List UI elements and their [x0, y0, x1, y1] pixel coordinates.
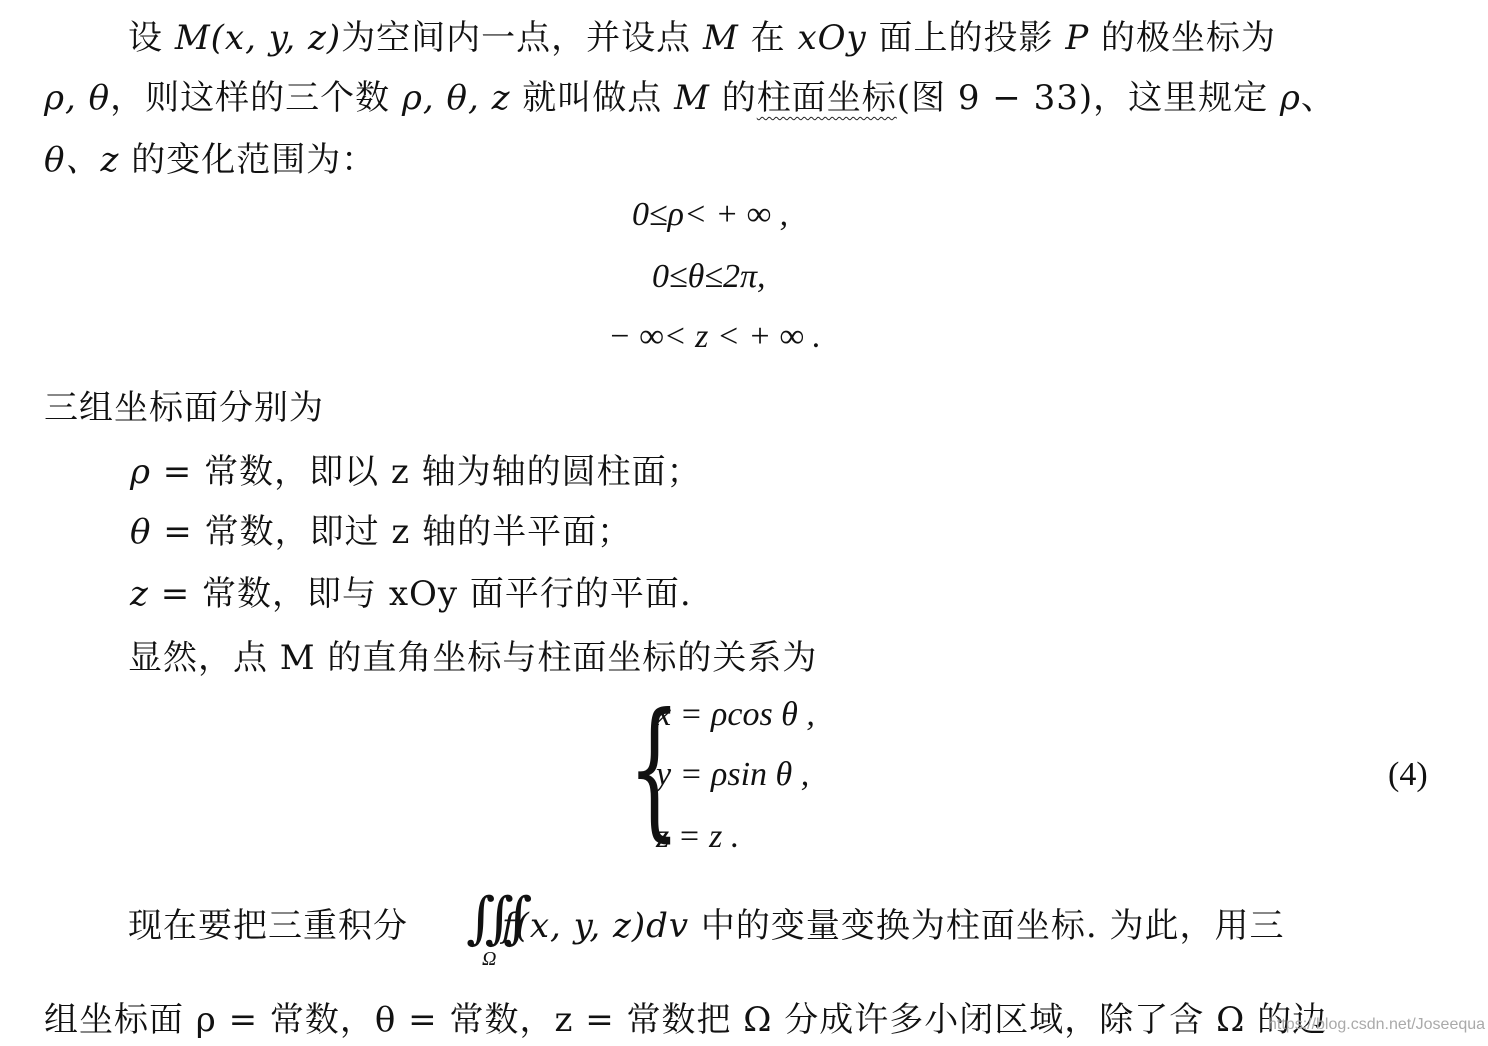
equation-z: z = z .	[656, 818, 740, 855]
text: 就叫做点	[510, 78, 675, 118]
term-cylindrical-coordinates: 柱面坐标	[756, 78, 897, 118]
text: = 常数，即与 xOy 面平行的平面.	[148, 574, 692, 614]
equation-y: y = ρsin θ ,	[656, 756, 810, 793]
var-p: P	[1065, 18, 1090, 58]
text: 、	[1300, 78, 1336, 118]
var-m: M	[174, 18, 211, 58]
var-theta: θ	[130, 512, 152, 552]
relation-text: 显然，点 M 的直角坐标与柱面坐标的关系为	[128, 638, 818, 678]
surface-rho	[130, 444, 702, 493]
paragraph1-line3	[44, 132, 376, 181]
paragraph2-line2: 组坐标面 ρ = 常数，θ = 常数，z = 常数把 Ω 分成许多小闭区域，除了含 Ω 的边	[44, 1000, 1328, 1040]
left-brace: {	[628, 682, 681, 856]
paragraph1-line2	[44, 70, 1336, 119]
coords: (x, y, z)	[210, 18, 342, 58]
integral-domain: Ω	[482, 948, 497, 970]
paragraph1-line1	[128, 10, 1276, 59]
equation-x: x = ρcos θ ,	[656, 696, 815, 733]
surface-theta	[130, 504, 632, 553]
surface-z	[130, 566, 692, 615]
z-range: − ∞< z < + ∞ .	[608, 318, 821, 355]
paragraph2-line1-pre: 现在要把三重积分	[128, 906, 408, 946]
text: 的变化范围为：	[119, 140, 377, 180]
text: 的极坐标为	[1089, 18, 1277, 58]
equation-number: (4)	[1388, 756, 1428, 793]
paragraph2-line1-post	[502, 898, 1285, 947]
theta-range: 0≤θ≤2π,	[652, 258, 766, 295]
var-z: z	[130, 574, 149, 614]
vars: ρ, θ, z	[401, 78, 511, 118]
text: 中的变量变换为柱面坐标. 为此，用三	[689, 906, 1285, 946]
text: 面上的投影	[866, 18, 1066, 58]
text: 设	[128, 18, 175, 58]
rho-range: 0≤ρ< + ∞ ,	[632, 196, 789, 233]
text: 为空间内一点，并设点	[341, 18, 703, 58]
text: 在	[738, 18, 798, 58]
surfaces-intro: 三组坐标面分别为	[44, 388, 324, 428]
text: 的	[709, 78, 757, 118]
text: = 常数，即过 z 轴的半平面；	[151, 512, 633, 552]
var-rho: ρ	[1279, 78, 1301, 118]
var-m: M	[703, 18, 739, 58]
triple-integral-symbol: ∭	[466, 886, 515, 951]
var-rho: ρ	[130, 452, 151, 492]
text: = 常数，即以 z 轴为轴的圆柱面；	[151, 452, 702, 492]
plane-xoy: xOy	[797, 18, 867, 58]
var-m: M	[674, 78, 710, 118]
vars: θ、z	[44, 140, 120, 180]
text: ，则这样的三个数	[110, 78, 402, 118]
vars: ρ, θ	[44, 78, 111, 118]
text: (图 9 − 33)，这里规定	[896, 78, 1280, 118]
watermark: https://blog.csdn.net/Joseequa	[1268, 1016, 1486, 1033]
integrand: f(x, y, z)dv	[502, 906, 690, 946]
